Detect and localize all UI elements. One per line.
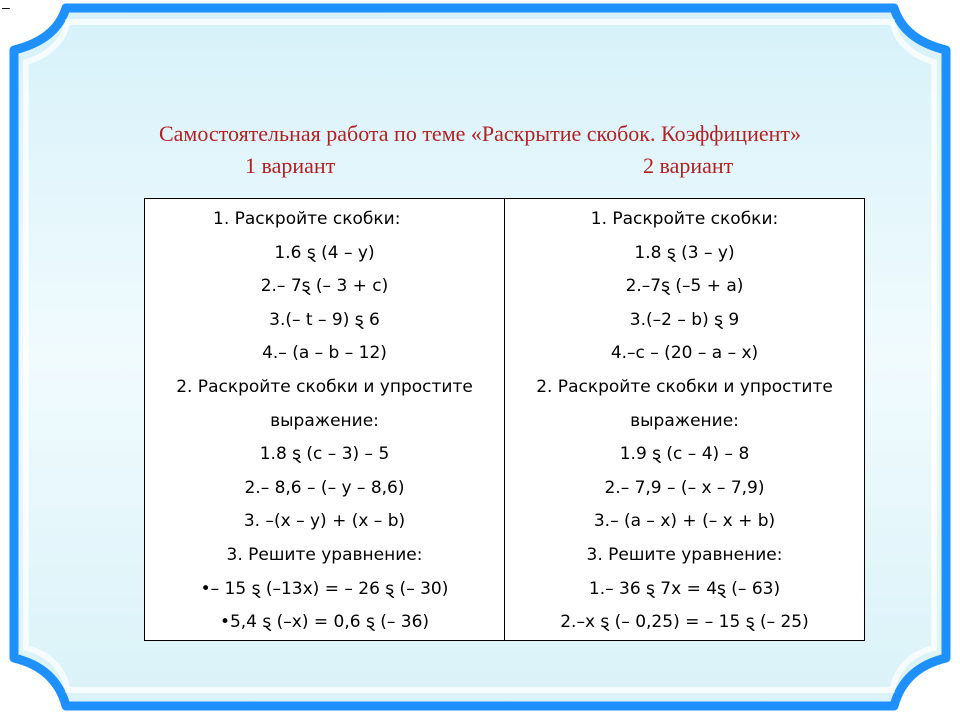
task-line: 3. –(x – y) + (x – b) <box>243 511 406 532</box>
task-line: 3. Решите уравнение: <box>226 544 423 565</box>
task-line: 3. Решите уравнение: <box>586 544 783 565</box>
task-line: 1.– 36 ȿ 7x = 4ȿ (– 63) <box>588 578 781 599</box>
task-line: 1.6 ȿ (4 – y) <box>274 242 375 263</box>
task-line: •5,4 ȿ (–x) = 0,6 ȿ (– 36) <box>219 612 430 633</box>
variant-2-column <box>505 199 865 641</box>
page-title: Самостоятельная работа по теме «Раскрытие скобок. Коэффициент» <box>158 121 802 146</box>
task-line: 1. Раскройте скобки: <box>590 209 779 229</box>
task-line: выражение: <box>630 410 739 431</box>
variant-1-label: 1 вариант <box>245 153 336 178</box>
task-line: 1.8 ȿ (3 – y) <box>634 242 735 263</box>
corner-mark: – <box>2 0 10 15</box>
task-line: 2. Раскройте скобки и упростите <box>536 376 833 397</box>
task-line: 3.(–2 – b) ȿ 9 <box>629 309 740 330</box>
table-row <box>145 199 865 641</box>
task-line: выражение: <box>270 410 379 431</box>
tasks-table <box>144 198 865 641</box>
task-line: 1. Раскройте скобки: <box>213 209 401 229</box>
task-line: 1.8 ȿ (c – 3) – 5 <box>259 444 390 465</box>
task-line: 2.– 8,6 – (– y – 8,6) <box>244 477 405 498</box>
task-line: 2.–x ȿ (– 0,25) = – 15 ȿ (– 25) <box>560 612 809 633</box>
task-line: 3.– (a – x) + (– x + b) <box>593 511 776 532</box>
task-line: 2.–7ȿ (–5 + a) <box>625 276 744 297</box>
task-line: 1.9 ȿ (c – 4) – 8 <box>619 444 750 465</box>
task-line: 3.(– t – 9) ȿ 6 <box>269 309 380 330</box>
task-line: 4.– (a – b – 12) <box>262 343 387 364</box>
task-line: 4.–c – (20 – a – x) <box>610 343 759 364</box>
task-line: 2. Раскройте скобки и упростите <box>176 376 473 397</box>
task-line: 2.– 7,9 – (– x – 7,9) <box>604 477 765 498</box>
task-line: 2.– 7ȿ (– 3 + c) <box>260 276 389 297</box>
variant-1-column <box>145 199 505 641</box>
variant-2-label: 2 вариант <box>643 153 734 178</box>
task-line: •– 15 ȿ (–13x) = – 26 ȿ (– 30) <box>200 578 449 599</box>
